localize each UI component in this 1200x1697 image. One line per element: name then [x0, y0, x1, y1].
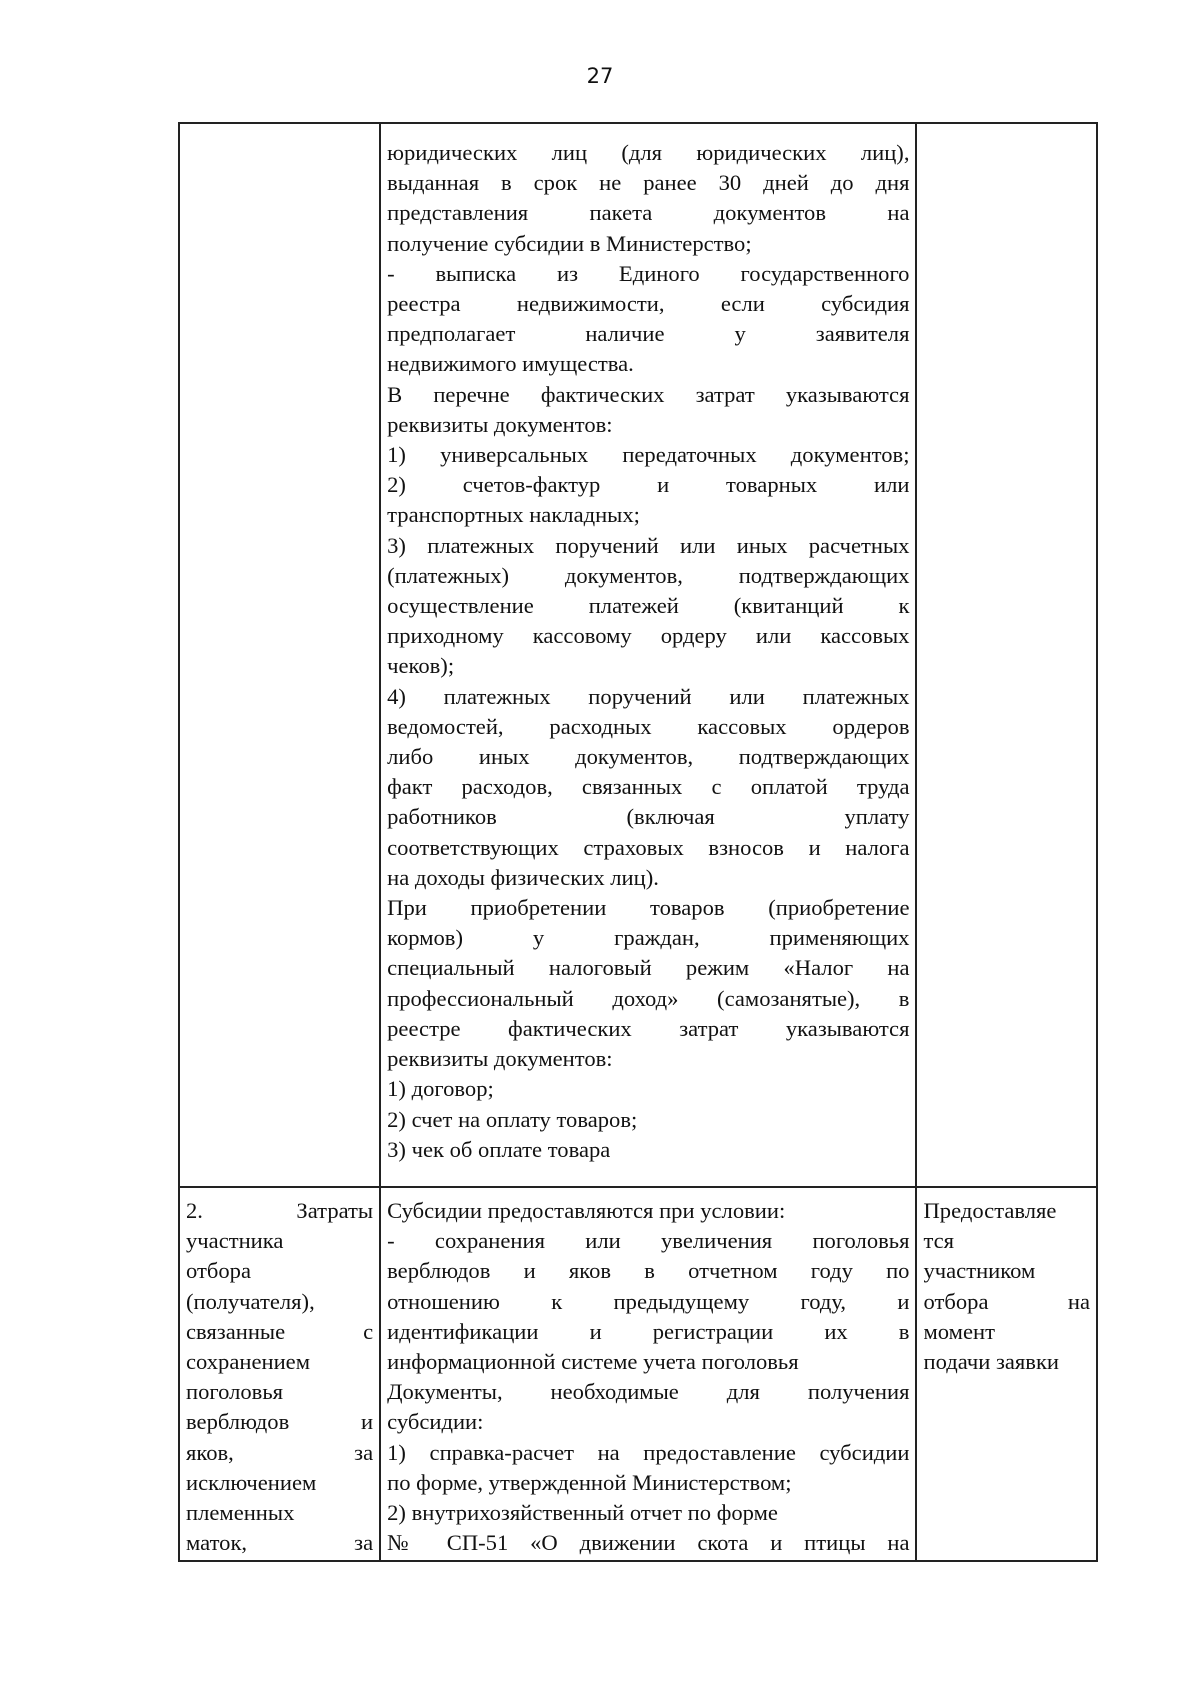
text-line: 2. Затраты [186, 1198, 374, 1223]
text-line: недвижимого имущества. [387, 351, 634, 377]
table-row [179, 1187, 1097, 1561]
text-line: участником [923, 1258, 1036, 1284]
text-line: факт расходов, связанных с оплатой труда [387, 774, 910, 800]
text-line: 3) платежных поручений или иных расчетных [387, 532, 910, 558]
text-line: либо иных документов, подтверждающих [387, 744, 910, 770]
text-line: № СП-51 «О движении скота и птицы на [387, 1530, 910, 1556]
text-line: - выписка из Единого государственного [387, 260, 910, 286]
text-line: осуществление платежей (квитанций к [387, 593, 910, 619]
text-line: маток, за [186, 1530, 374, 1556]
text-line: Документы, необходимые для получения [387, 1379, 910, 1405]
text-line: 1) договор; [387, 1076, 494, 1102]
text-line: поголовья [186, 1379, 284, 1405]
text-line: 2) счет на оплату товаров; [387, 1106, 638, 1132]
text-line: исключением [186, 1469, 317, 1495]
text-line: сохранением [186, 1349, 311, 1375]
cell-conditions [380, 1187, 916, 1561]
text-line: верблюдов и яков в отчетном году по [387, 1258, 910, 1284]
text-line: выданная в срок не ранее 30 дней до дня [387, 170, 910, 196]
text-line: реестра недвижимости, если субсидия [387, 291, 910, 317]
text-line: реестре фактических затрат указываются [387, 1015, 910, 1041]
cell-submission [916, 1187, 1097, 1561]
text-line: реквизиты документов: [387, 411, 613, 437]
text-line: связанные с [186, 1318, 374, 1344]
text-line: племенных [186, 1500, 295, 1526]
page-number: 27 [586, 64, 614, 88]
text-line: отбора на [923, 1288, 1090, 1314]
text-line: 1) универсальных передаточных документов; [387, 442, 910, 468]
text-line: профессиональный доход» (самозанятые), в [387, 985, 910, 1011]
text-line: соответствующих страховых взносов и налога [387, 834, 910, 860]
text-line: работников (включая уплату [387, 804, 910, 830]
cell-conditions [380, 123, 916, 1187]
text-line: (платежных) документов, подтверждающих [387, 562, 910, 588]
text-line: по форме, утвержденной Министерством; [387, 1469, 792, 1495]
text-line: приходному кассовому ордеру или кассовых [387, 623, 910, 649]
text-line: Субсидии предоставляются при условии: [387, 1198, 786, 1223]
text-line: 3) чек об оплате товара [387, 1136, 611, 1162]
text-line: ведомостей, расходных кассовых ордеров [387, 713, 910, 739]
text-line: представления пакета документов на [387, 200, 910, 226]
text-line: (получателя), [186, 1288, 315, 1314]
text-line: участника [186, 1228, 284, 1254]
text-line: 2) внутрихозяйственный отчет по форме [387, 1500, 778, 1526]
text-line: юридических лиц (для юридических лиц), [387, 140, 910, 165]
text-line: информационной системе учета поголовья [387, 1349, 799, 1375]
text-line: 1) справка-расчет на предоставление субсидии [387, 1439, 910, 1465]
text-line: отношению к предыдущему году, и [387, 1288, 910, 1314]
text-line: яков, за [186, 1439, 374, 1465]
cell-cost-type [179, 123, 380, 1187]
text-line: отбора [186, 1258, 251, 1284]
text-line: специальный налоговый режим «Налог на [387, 955, 910, 981]
text-line: кормов) у граждан, применяющих [387, 925, 910, 951]
text-line: подачи заявки [923, 1349, 1060, 1375]
text-line: 2) счетов-фактур и товарных или [387, 472, 910, 498]
table-row [179, 123, 1097, 1187]
text-line: Предоставляе [923, 1198, 1057, 1223]
text-line: верблюдов и [186, 1409, 374, 1435]
text-line: транспортных накладных; [387, 502, 640, 528]
text-line: 4) платежных поручений или платежных [387, 683, 910, 709]
requirements-table [178, 122, 1098, 1562]
cell-cost-type [179, 1187, 380, 1561]
cell-submission [916, 123, 1097, 1187]
text-line: предполагает наличие у заявителя [387, 321, 910, 347]
text-line: получение субсидии в Министерство; [387, 230, 752, 256]
text-line: При приобретении товаров (приобретение [387, 895, 910, 921]
text-line: чеков); [387, 653, 455, 679]
text-line: на доходы физических лиц). [387, 864, 659, 890]
text-line: реквизиты документов: [387, 1046, 613, 1072]
text-line: идентификации и регистрации их в [387, 1318, 910, 1344]
text-line: тся [923, 1228, 955, 1254]
text-line: В перечне фактических затрат указываются [387, 381, 910, 407]
text-line: - сохранения или увеличения поголовья [387, 1228, 910, 1254]
text-line: субсидии: [387, 1409, 484, 1435]
text-line: момент [923, 1318, 995, 1344]
